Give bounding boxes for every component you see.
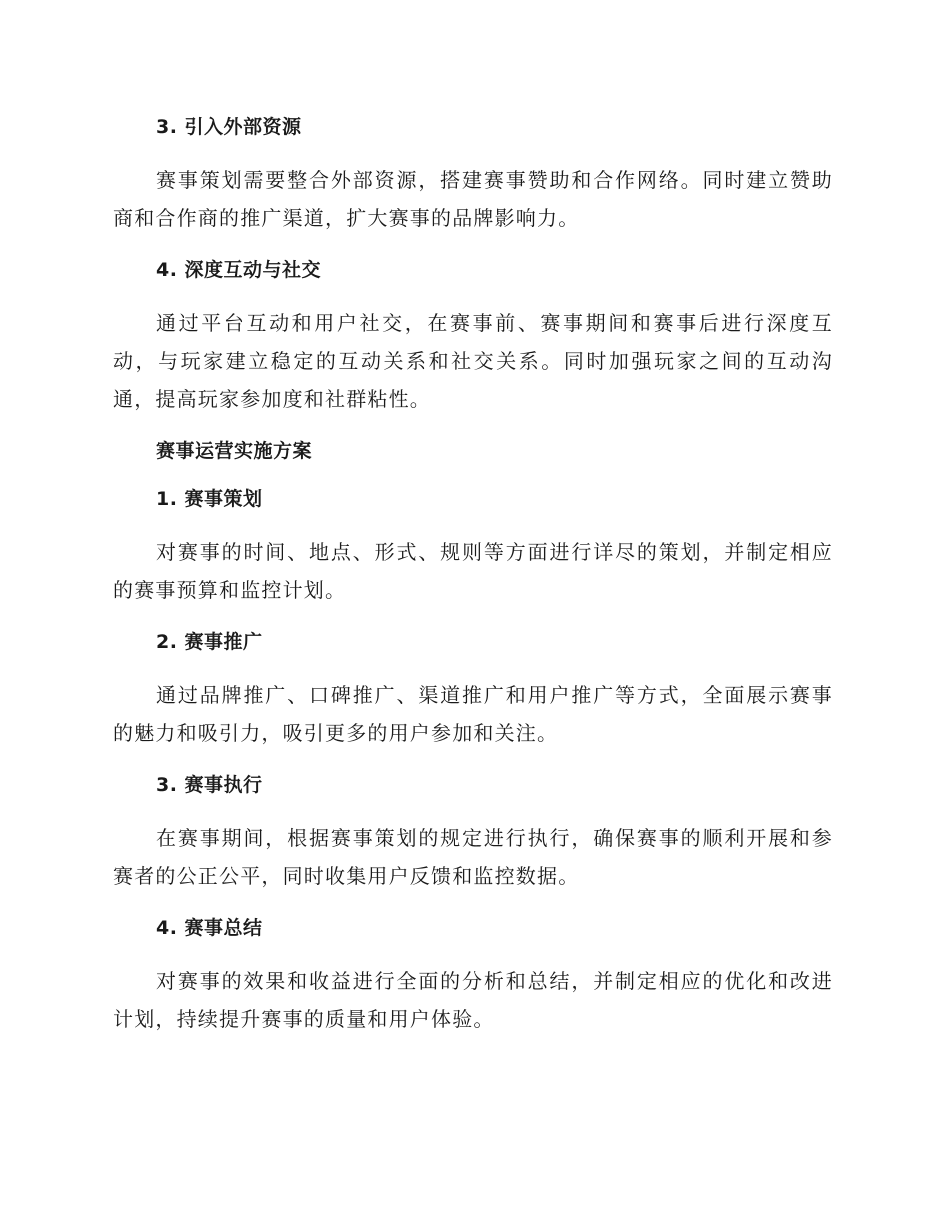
section-paragraph-event-summary: 对赛事的效果和收益进行全面的分析和总结，并制定相应的优化和改进计划，持续提升赛事的质量和用户体验。 [113,969,833,1031]
section-heading-external-resources: 3. 引入外部资源 [156,116,302,138]
section-paragraph-external-resources: 赛事策划需要整合外部资源，搭建赛事赞助和合作网络。同时建立赞助商和合作商的推广渠道，扩大赛事的品牌影响力。 [113,168,833,230]
section-paragraph-event-planning: 对赛事的时间、地点、形式、规则等方面进行详尽的策划，并制定相应的赛事预算和监控计划。 [113,540,833,602]
section-heading-event-promotion: 2. 赛事推广 [156,631,263,653]
section-paragraph-interaction-social: 通过平台互动和用户社交，在赛事前、赛事期间和赛事后进行深度互动，与玩家建立稳定的互动关系和社交关系。同时加强玩家之间的互动沟通，提高玩家参加度和社群粘性。 [113,311,833,411]
section-paragraph-event-execution: 在赛事期间，根据赛事策划的规定进行执行，确保赛事的顺利开展和参赛者的公正公平，同时收集用户反馈和监控数据。 [113,826,833,888]
section-heading-event-execution: 3. 赛事执行 [156,774,263,796]
section-paragraph-event-promotion: 通过品牌推广、口碑推广、渠道推广和用户推广等方式，全面展示赛事的魅力和吸引力，吸引更多的用户参加和关注。 [113,683,833,745]
section-heading-interaction-social: 4. 深度互动与社交 [156,259,322,281]
document-body [113,112,833,1038]
section-heading-event-summary: 4. 赛事总结 [156,917,263,939]
section-heading-event-planning: 1. 赛事策划 [156,488,263,510]
section-heading-operation-plan: 赛事运营实施方案 [156,440,313,462]
